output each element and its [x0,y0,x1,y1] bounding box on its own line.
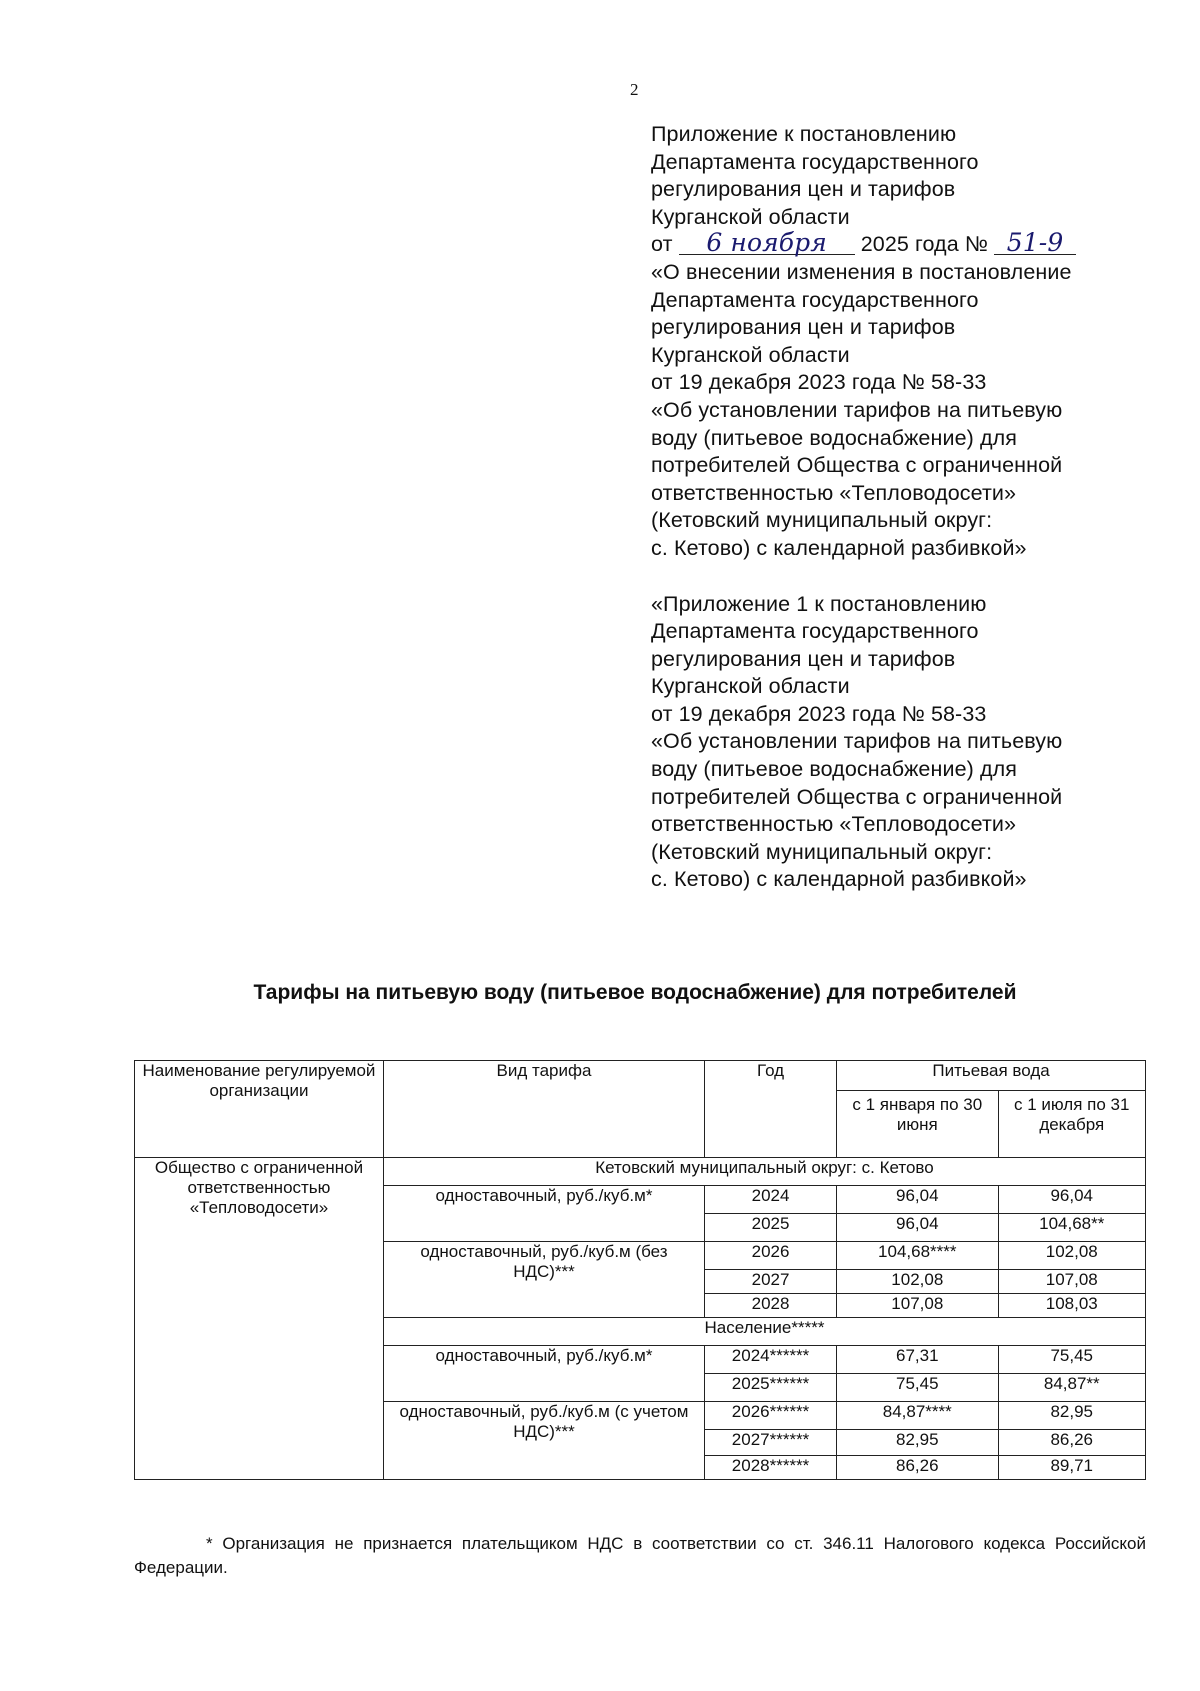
year-cell: 2026 [705,1242,837,1270]
handwritten-date: 6 ноября [679,232,855,255]
tariff-type-cell: одноставочный, руб./куб.м (без НДС)*** [383,1242,704,1318]
year-cell: 2026****** [705,1402,837,1430]
header-period-2: с 1 июля по 31 декабря [998,1091,1146,1158]
value-cell: 75,45 [837,1374,998,1402]
appendix1-line: «Приложение 1 к постановлению [651,591,987,616]
appendix-line: «О внесении изменения в постановление [651,259,1072,284]
appendix-header [651,121,1151,894]
value-cell: 102,08 [837,1270,998,1294]
value-cell: 107,08 [837,1294,998,1318]
value-cell: 84,87** [998,1374,1146,1402]
appendix-line: «Об установлении тарифов на питьевую [651,397,1063,422]
header-organization: Наименование регулируемой организации [135,1061,384,1158]
appendix1-line: регулирования цен и тарифов [651,646,956,671]
appendix1-line: потребителей Общества с ограниченной [651,784,1063,809]
appendix-line: ответственностью «Тепловодосети» [651,480,1017,505]
section-title-population: Население***** [383,1318,1145,1346]
appendix-line: Департамента государственного [651,149,979,174]
appendix-line: Приложение к постановлению [651,122,957,146]
value-cell: 108,03 [998,1294,1146,1318]
tariff-type-cell: одноставочный, руб./куб.м* [383,1186,704,1242]
year-cell: 2027 [705,1270,837,1294]
header-period-1: с 1 января по 30 июня [837,1091,998,1158]
section-row [135,1158,1146,1186]
value-cell: 89,71 [998,1456,1146,1480]
year-text: 2025 года № [860,232,989,257]
year-cell: 2028 [705,1294,837,1318]
appendix-line: регулирования цен и тарифов [651,315,956,340]
appendix-date-line [651,228,1151,259]
year-cell: 2024 [705,1186,837,1214]
tariff-type-cell: одноставочный, руб./куб.м (с учетом НДС)*** [383,1402,704,1480]
tariff-type-cell: одноставочный, руб./куб.м* [383,1346,704,1402]
appendix1-line: от 19 декабря 2023 года № 58-33 [651,701,987,726]
year-cell: 2024****** [705,1346,837,1374]
value-cell: 102,08 [998,1242,1146,1270]
value-cell: 96,04 [837,1186,998,1214]
tariff-table [134,1060,1146,1480]
value-cell: 107,08 [998,1270,1146,1294]
appendix-line: Курганской области [651,342,850,367]
value-cell: 104,68** [998,1214,1146,1242]
value-cell: 86,26 [837,1456,998,1480]
header-drinking-water: Питьевая вода [837,1061,1146,1091]
year-cell: 2028****** [705,1456,837,1480]
organization-cell: Общество с ограниченной ответственностью «Тепловодосети» [135,1158,384,1480]
value-cell: 84,87**** [837,1402,998,1430]
page-number: 2 [630,80,639,99]
year-cell: 2025****** [705,1374,837,1402]
appendix-line: воду (питьевое водоснабжение) для [651,425,1017,450]
appendix-line: от 19 декабря 2023 года № 58-33 [651,370,987,395]
year-cell: 2025 [705,1214,837,1242]
appendix-line: с. Кетово) с календарной разбивкой» [651,535,1027,560]
value-cell: 96,04 [998,1186,1146,1214]
appendix1-line: Департамента государственного [651,619,979,644]
value-cell: 75,45 [998,1346,1146,1374]
appendix1-line: ответственностью «Тепловодосети» [651,812,1017,837]
value-cell: 86,26 [998,1430,1146,1456]
value-cell: 96,04 [837,1214,998,1242]
date-prefix: от [651,232,673,257]
table-header-row [135,1061,1146,1091]
appendix1-line: воду (питьевое водоснабжение) для [651,757,1017,782]
appendix1-line: «Об установлении тарифов на питьевую [651,729,1063,754]
appendix-line: Департамента государственного [651,287,979,312]
appendix-line: регулирования цен и тарифов [651,177,956,202]
spacer [651,563,1151,591]
year-cell: 2027****** [705,1430,837,1456]
appendix1-line: с. Кетово) с календарной разбивкой» [651,867,1027,892]
section-title-district: Кетовский муниципальный округ: с. Кетово [383,1158,1145,1186]
header-tariff-type: Вид тарифа [383,1061,704,1158]
value-cell: 82,95 [837,1430,998,1456]
value-cell: 104,68**** [837,1242,998,1270]
value-cell: 82,95 [998,1402,1146,1430]
appendix-line: (Кетовский муниципальный округ: [651,508,993,533]
appendix1-line: Курганской области [651,674,850,699]
header-year: Год [705,1061,837,1158]
appendix-line: потребителей Общества с ограниченной [651,453,1063,478]
appendix-line: Курганской области [651,204,850,229]
handwritten-number: 51-9 [994,232,1076,255]
table-title: Тарифы на питьевую воду (питьевое водоснабжение) для потребителей [253,981,1017,1004]
appendix1-line: (Кетовский муниципальный округ: [651,839,993,864]
value-cell: 67,31 [837,1346,998,1374]
footnote: * Организация не признается плательщиком НДС в соответствии со ст. 346.11 Налогового кодекса Российской Федерации. [134,1534,1146,1577]
